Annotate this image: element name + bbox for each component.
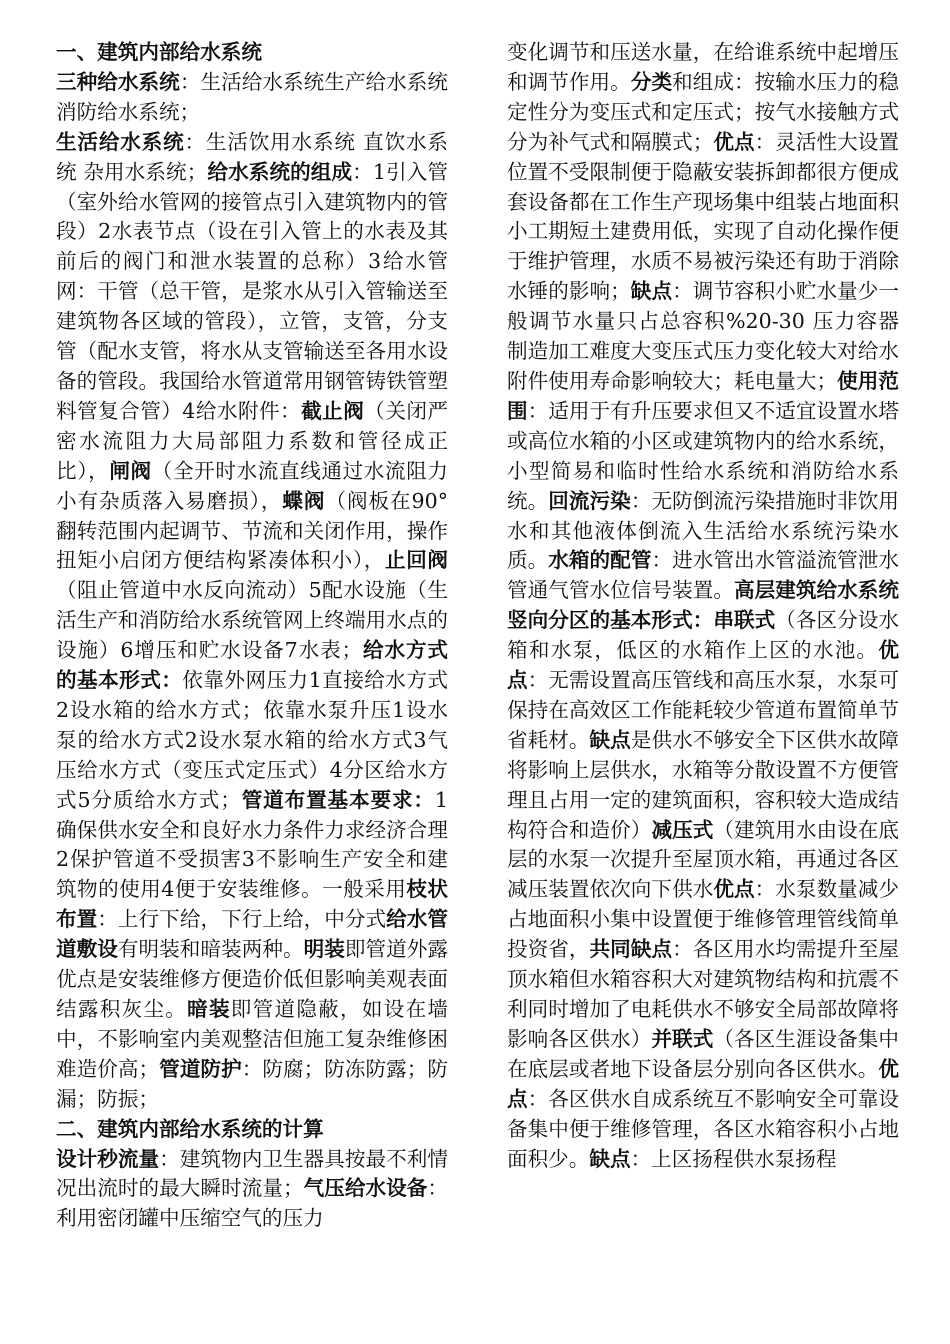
text-run: ：生活饮用水系统 直饮水系统 杂用水系统； [56, 129, 448, 184]
bold-term: 优点 [507, 1056, 899, 1111]
text-run: 是供水不够安全下区供水故障将影响上层供水，水箱等分散设置不方便管理且占用一定的建筑面积，容积较大造成结构符合和造价） [507, 727, 900, 842]
text-run: ：生活给水系统生产给水系统消防给水系统； [56, 69, 449, 124]
paragraph [56, 38, 448, 68]
bold-term: 给水方式的基本形式： [56, 638, 448, 693]
bold-term: 分类 [630, 69, 673, 94]
bold-term: 减压式 [651, 817, 714, 842]
bold-term: 水箱的配管 [548, 548, 652, 573]
bold-term: 暗装 [187, 997, 231, 1021]
bold-term: 优点 [507, 638, 899, 693]
paragraph [56, 68, 448, 128]
text-run: ：1引入管（室外给水管网的接管点引入建筑物内的管段）2水表节点（设在引入管上的水表及其前后的阀门和泄水装置的总称）3给水管网：干管（总干管，是浆水从引入管输送至建筑物各区域的管段），立管，支管，分支管（配水支管，将水从支管输送至各用水设备的管段。我国给水管道常用钢管铸铁管塑料管复合管）4给水附件： [56, 159, 448, 423]
bold-term: 管道防护 [159, 1056, 242, 1081]
text-run: 即管道外露优点是安装维修方便造价低但影响美观表面结露积灰尘。 [56, 937, 449, 1021]
text-run: （各区生涯设备集中在底层或者地下设备层分别向各区供水。 [507, 1026, 900, 1081]
text-run: ：无防倒流污染措施时非饮用水和其他液体倒流入生活给水系统污染水质。 [507, 488, 900, 573]
text-run: 和组成：按输水压力的稳定性分为变压式和定压式；按气水接触方式分为补气式和隔膜式； [507, 69, 900, 154]
text-run: ：各区用水均需提升至屋顶水箱但水箱容积大对建筑物结构和抗震不利同时增加了电耗供水不够安全局部故障将 影响各区供水） [507, 937, 900, 1051]
text-run: ：调节容积小贮水量少一般调节水量只占总容积%20-30 压力容器制造加工难度大变压式压力变化较大对给水附件使用寿命影响较大；耗电量大； [507, 279, 900, 393]
bold-term: 蝶阀 [282, 488, 326, 513]
bold-term: 高层建筑给水系统竖向分区的基本形式：串联式 [507, 578, 900, 633]
text-run: 即管道隐蔽，如设在墙中，不影响室内美观整洁但施工复杂维修困难造价高； [56, 997, 449, 1081]
bold-term: 气压给水设备 [303, 1176, 428, 1201]
bold-term: 共同缺点 [589, 937, 673, 962]
text-run: ：上区扬程供水泵扬程 [630, 1146, 837, 1171]
bold-term: 止回阀 [385, 548, 449, 573]
text-run: 依靠外网压力1直接给水方式2设水箱的给水方式；依靠水泵升压1设水泵的给水方式2设水泵水箱的给水方式3气压给水方式（变压式定压式）4分区给水方式5分质给水方式； [56, 668, 448, 812]
left-text-column [56, 38, 448, 1234]
text-run: ：防腐；防冻防露；防漏；防振； [56, 1056, 449, 1111]
bold-term: 给水系统的组成 [207, 159, 353, 184]
bold-term: 优点 [713, 129, 755, 154]
bold-term: 生活给水系统 [56, 129, 185, 154]
bold-term: 优点 [713, 877, 755, 902]
text-run: ：灵活性大设置位置不受限制便于隐蔽安装拆卸都很方便成套设备都在工作生产现场集中组装占地面积小工期短土建费用低，实现了自动化操作便于维护管理，水质不易被污染还有助于消除水锤的影响； [507, 129, 900, 304]
bold-term: 缺点 [630, 279, 673, 304]
text-run: ：上行下给，下行上给，中分式 [97, 907, 387, 932]
text-run: ：进水管出水管溢流管泄水管通气管水位信号装置。 [507, 548, 900, 603]
bold-term: 使用范围 [507, 368, 900, 423]
bold-term: 管道布置基本要求： [240, 787, 435, 812]
bold-term: 缺点 [589, 1146, 631, 1171]
text-run: （建筑用水由设在底层的水泵一次提升至屋顶水箱，再通过各区减压装置依次向下供水 [507, 817, 900, 902]
text-run: ：无需设置高压管线和高压水泵，水泵可保持在高效区工作能耗较少管道布置简单节省耗材。 [507, 668, 900, 752]
bold-term: 闸阀 [109, 458, 152, 483]
bold-term: 设计秒流量 [56, 1146, 160, 1171]
text-run: ：各区供水自成系统互不影响安全可靠设备集中便于维修管理，各区水箱容积小占地面积少。 [507, 1086, 900, 1171]
paragraph [507, 38, 899, 1174]
paragraph [56, 1115, 448, 1145]
text-run: 1确保供水安全和良好水力条件力求经济合理2保护管道不受损害3不影响生产安全和建筑物的使用4便于安装维修。一般采用 [56, 787, 448, 902]
bold-term: 二、建筑内部给水系统的计算 [56, 1116, 324, 1141]
text-run: ：适用于有升压要求但又不适宜设置水塔或高位水箱的小区或建筑物内的给水系统，小型简易和临时性给水系统和消防给水系统。 [507, 398, 900, 513]
text-run: （阀板在90°翻转范围内起调节、节流和关闭作用，操作扭矩小启闭方便结构紧凑体积小）， [56, 488, 449, 573]
bold-term: 明装 [303, 937, 345, 962]
bold-term: 并联式 [651, 1026, 714, 1051]
text-run: 变化调节和压送水量，在给谁系统中起增压和调节作用。 [507, 40, 899, 94]
bold-term: 一、建筑内部给水系统 [56, 40, 262, 64]
paragraph [56, 1145, 448, 1235]
text-run: （各区分设水箱和水泵，低区的水箱作上区的水池。 [507, 608, 900, 663]
text-run: （阻止管道中水反向流动）5配水设施（生活生产和消防给水系统管网上终端用水点的设施）6增压和贮水设备7水表； [56, 578, 448, 663]
text-run: （关闭严密水流阻力大局部阻力系数和管径成正比）， [56, 398, 449, 483]
text-run: ：水泵数量减少占地面积小集中设置便于维修管理管线简单投资省， [507, 877, 900, 962]
paragraph [56, 128, 448, 1115]
bold-term: 枝状布置 [56, 877, 449, 932]
right-text-column [507, 38, 899, 1174]
text-run: ：建筑物内卫生器具按最不利情况出流时的最大瞬时流量； [56, 1146, 449, 1201]
bold-term: 截止阀 [301, 398, 365, 423]
text-run: ：利用密闭罐中压缩空气的压力 [56, 1176, 449, 1231]
text-run: 有明装和暗装两种。 [117, 937, 304, 962]
bold-term: 缺点 [589, 727, 631, 752]
bold-term: 三种给水系统 [56, 69, 180, 94]
bold-term: 给水管道敷设 [56, 907, 449, 962]
text-run: （全开时水流直线通过水流阻力小有杂质落入易磨损）， [56, 458, 449, 513]
bold-term: 回流污染 [548, 488, 631, 513]
